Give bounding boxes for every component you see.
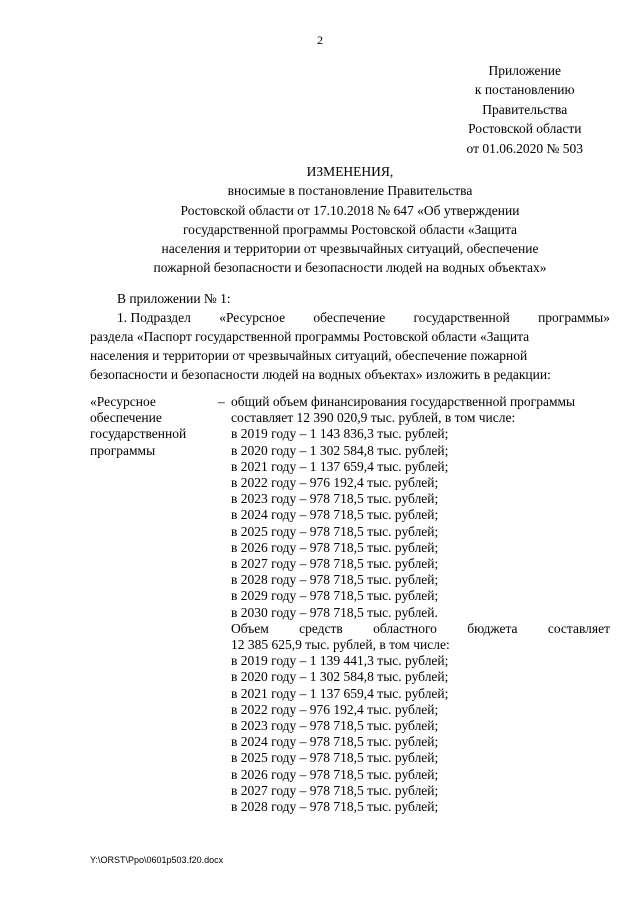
paragraph-word: обеспечение — [313, 310, 386, 325]
year-amount: в 2024 году – 978 718,5 тыс. рублей; — [231, 734, 439, 750]
year-amount: в 2020 году – 1 302 584,8 тыс. рублей; — [231, 669, 449, 685]
resource-label-line: программы — [90, 442, 156, 458]
year-amount: в 2026 году – 978 718,5 тыс. рублей; — [231, 539, 439, 555]
appendix-line: Приложение — [488, 63, 561, 78]
appendix-line: Ростовской области — [468, 121, 582, 137]
regional-line — [231, 621, 610, 637]
year-amount: в 2026 году – 978 718,5 тыс. рублей; — [231, 766, 439, 782]
paragraph-line: безопасности и безопасности людей на водных объектах» изложить в редакции: — [90, 367, 551, 382]
subtitle-line: вносимые в постановление Правительства — [227, 183, 473, 199]
subtitle-line: государственной программы Ростовской области «Защита — [182, 221, 518, 237]
year-amount: в 2028 году – 978 718,5 тыс. рублей; — [231, 799, 439, 815]
paragraph-line — [90, 308, 610, 327]
page-number: 2 — [317, 33, 323, 47]
year-amount: в 2022 году – 976 192,4 тыс. рублей; — [231, 701, 439, 717]
year-amount: в 2024 году – 978 718,5 тыс. рублей; — [231, 507, 439, 523]
paragraph-word: 1. Подраздел — [117, 310, 191, 325]
year-amount: в 2027 году – 978 718,5 тыс. рублей; — [231, 556, 439, 572]
paragraph-word: государственной — [413, 310, 510, 325]
year-amount: в 2022 году – 976 192,4 тыс. рублей; — [231, 475, 439, 491]
year-amount: в 2023 году – 978 718,5 тыс. рублей; — [231, 491, 439, 507]
year-amount: в 2019 году – 1 139 441,3 тыс. рублей; — [231, 653, 449, 669]
resource-label — [90, 394, 215, 459]
regional-word: областного — [373, 620, 437, 636]
title-heading: ИЗМЕНЕНИЯ, — [306, 164, 394, 179]
document-title — [90, 162, 610, 278]
body-paragraph — [90, 289, 610, 384]
year-amount: в 2027 году – 978 718,5 тыс. рублей; — [231, 782, 439, 798]
year-amount: в 2025 году – 978 718,5 тыс. рублей; — [231, 523, 439, 539]
regional-word: составляет — [547, 620, 610, 636]
year-amount: в 2021 году – 1 137 659,4 тыс. рублей; — [231, 685, 449, 701]
regional-word: Объем — [231, 620, 269, 636]
appendix-line: от 01.06.2020 № 503 — [466, 140, 583, 156]
resource-label-line: обеспечение — [90, 410, 162, 426]
year-amount: в 2028 году – 978 718,5 тыс. рублей; — [231, 572, 439, 588]
year-amount: в 2020 году – 1 302 584,8 тыс. рублей; — [231, 442, 449, 458]
appendix-line: Правительства — [482, 101, 568, 117]
year-amount: в 2029 году – 978 718,5 тыс. рублей; — [231, 588, 439, 604]
appendix-line: к постановлению — [474, 82, 575, 98]
subtitle-line: населения и территории от чрезвычайных ситуаций, обеспечение — [161, 241, 539, 257]
year-amount: в 2025 году – 978 718,5 тыс. рублей; — [231, 750, 439, 766]
paragraph-word: «Ресурсное — [219, 310, 286, 325]
paragraph-word: программы» — [538, 310, 610, 325]
total-line: общий объем финансирования государственной программы — [231, 394, 576, 409]
regional-line: 12 385 625,9 тыс. рублей, в том числе: — [231, 637, 450, 653]
file-path-footer: Y:\ORST\Ppo\0601p503.f20.docx — [90, 855, 224, 865]
subtitle-line: пожарной безопасности и безопасности людей на водных объектах» — [153, 260, 547, 276]
resource-label-line: государственной — [90, 426, 187, 442]
total-line: составляет 12 390 020,9 тыс. рублей, в том числе: — [231, 410, 516, 426]
paragraph-line: населения и территории от чрезвычайных ситуаций, обеспечение пожарной — [90, 348, 528, 363]
year-amount: в 2019 году – 1 143 836,3 тыс. рублей; — [231, 426, 449, 442]
year-amount: в 2021 году – 1 137 659,4 тыс. рублей; — [231, 458, 449, 474]
resource-dash: – — [218, 394, 225, 409]
resource-label-line: «Ресурсное — [90, 394, 156, 409]
year-amount: в 2030 году – 978 718,5 тыс. рублей. — [231, 604, 438, 620]
paragraph-line: раздела «Паспорт государственной программы Ростовской области «Защита — [90, 329, 530, 344]
subtitle-line: Ростовской области от 17.10.2018 № 647 «Об утверждении — [180, 202, 520, 218]
regional-word: средств — [299, 620, 343, 636]
regional-word: бюджета — [467, 620, 518, 636]
appendix-header — [467, 61, 583, 158]
intro-line: В приложении № 1: — [117, 291, 231, 306]
funding-list — [231, 394, 610, 815]
year-amount: в 2023 году – 978 718,5 тыс. рублей; — [231, 718, 439, 734]
